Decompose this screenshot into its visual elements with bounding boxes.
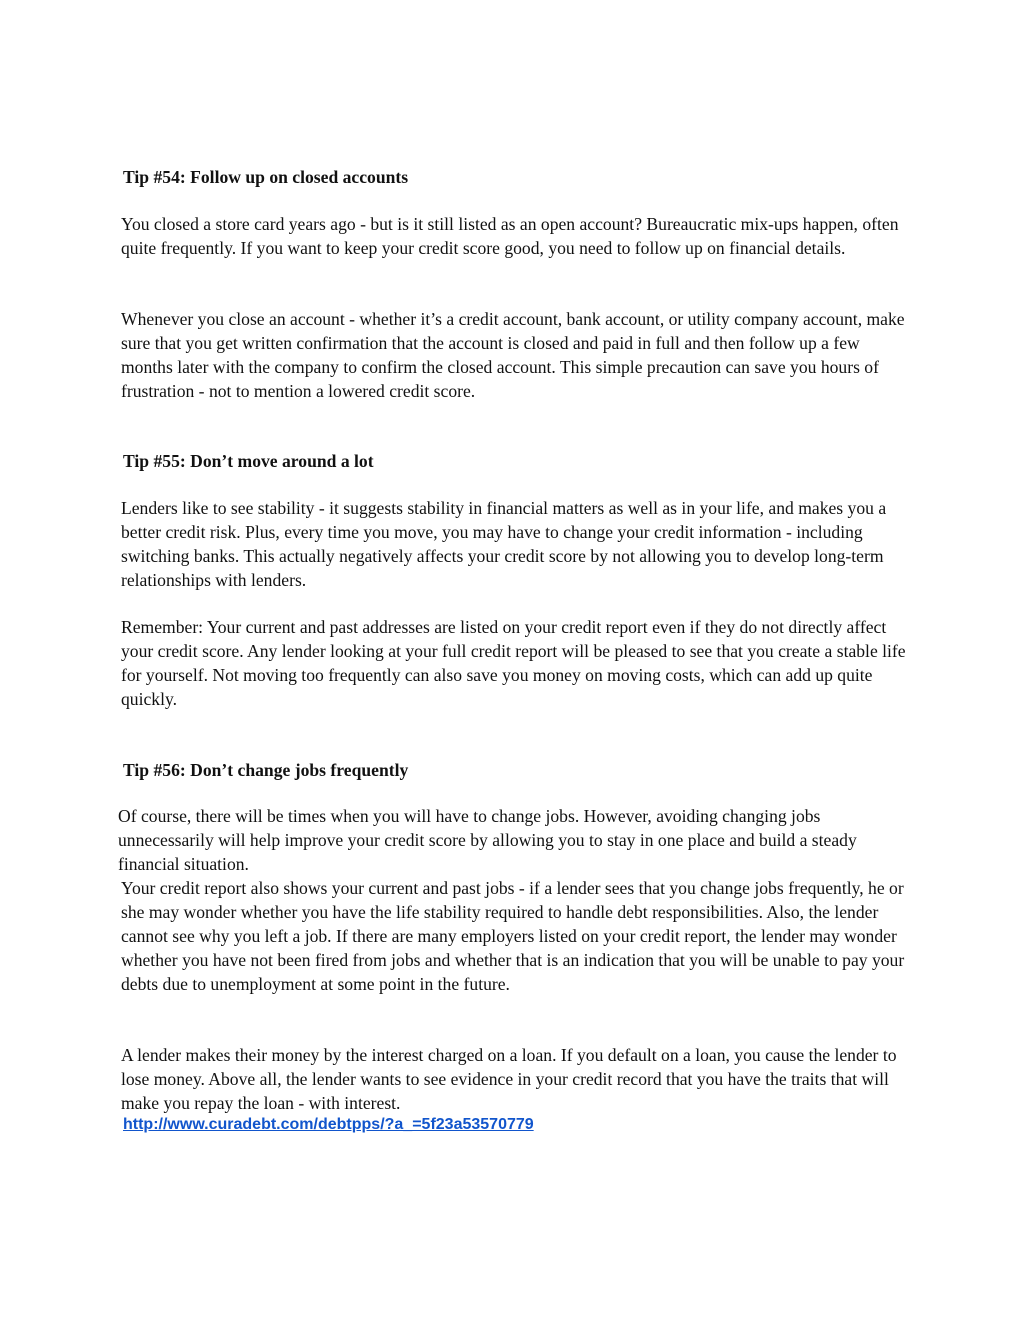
- tip-55-heading: Tip #55: Don’t move around a lot: [123, 451, 374, 471]
- tip-54-paragraph-1: You closed a store card years ago - but is it still listed as an open account? Bureaucratic mix-ups happen, often quite frequently. If you want to keep your credit score good, you need to follow up on financial details.: [121, 214, 899, 258]
- curadebt-link[interactable]: http://www.curadebt.com/debtpps/?a_=5f23a53570779: [123, 1116, 534, 1133]
- tip-55-paragraph-1: Lenders like to see stability - it suggests stability in financial matters as well as in your life, and makes you a better credit risk. Plus, every time you move, you may have to change your credit information - including switching banks. This actually negatively affects your credit score by not allowing you to develop long-term relationships with lenders.: [121, 498, 887, 590]
- tip-54-heading: Tip #54: Follow up on closed accounts: [123, 167, 409, 187]
- tip-56-paragraph-1: Of course, there will be times when you will have to change jobs. However, avoiding changing jobs unnecessarily will help improve your credit score by allowing you to stay in one place and build a steady financial situation.: [118, 806, 857, 874]
- tip-54-paragraph-2: Whenever you close an account - whether it’s a credit account, bank account, or utility company account, make sure that you get written confirmation that the account is closed and paid in full and then follow up a few months later with the company to confirm the closed account. This simple precaution can save you hours of frustration - not to mention a lowered credit score.: [121, 309, 905, 401]
- tip-56-paragraph-3: A lender makes their money by the interest charged on a loan. If you default on a loan, you cause the lender to lose money. Above all, the lender wants to see evidence in your credit record that you have the traits that will make you repay the loan - with interest.: [121, 1045, 897, 1113]
- tip-56-paragraph-2: Your credit report also shows your current and past jobs - if a lender sees that you change jobs frequently, he or she may wonder whether you have the life stability required to handle debt responsibilities. Also, the lender cannot see why you left a job. If there are many employers listed on your credit report, the lender may wonder whether you have not been fired from jobs and whether that is an indication that you will be unable to pay your debts due to unemployment at some point in the future.: [121, 878, 905, 994]
- tip-55-paragraph-2: Remember: Your current and past addresses are listed on your credit report even if they do not directly affect your credit score. Any lender looking at your full credit report will be pleased to see that you create a stable life for yourself. Not moving too frequently can also save you money on moving costs, which can add up quite quickly.: [121, 617, 906, 709]
- tip-56-heading: Tip #56: Don’t change jobs frequently: [123, 760, 409, 780]
